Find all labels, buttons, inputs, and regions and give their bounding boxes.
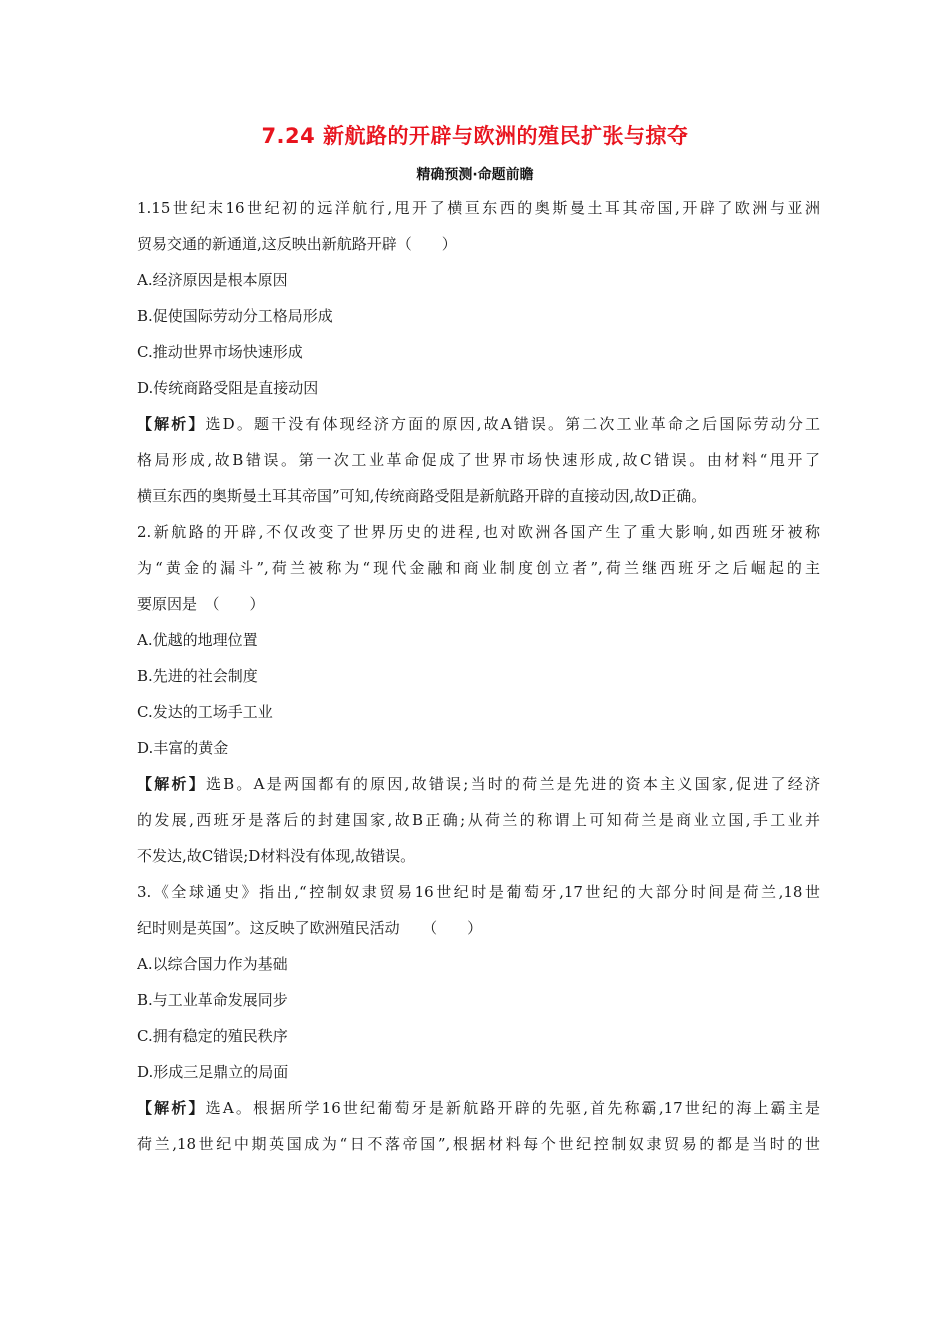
question-2-stem-line-2: 为“黄金的漏斗”,荷兰被称为“现代金融和商业制度创立者”,荷兰继西班牙之后崛起的主: [137, 559, 820, 577]
question-3-option-d: D.形成三足鼎立的局面: [137, 1063, 289, 1081]
question-2-analysis-line-3: 不发达,故C错误;D材料没有体现,故错误。: [137, 847, 416, 865]
question-1-stem-line-2: 贸易交通的新通道,这反映出新航路开辟（ ）: [137, 235, 457, 253]
question-1-stem-line-1: 1.15世纪末16世纪初的远洋航行,甩开了横亘东西的奥斯曼土耳其帝国,开辟了欧洲与亚洲: [137, 199, 820, 217]
question-1-option-c: C.推动世界市场快速形成: [137, 343, 303, 361]
question-1: [137, 190, 820, 514]
question-2-analysis-line-1: [137, 766, 820, 802]
question-3-option-a: A.以综合国力作为基础: [137, 955, 288, 973]
question-1-analysis-line-1: [137, 406, 820, 442]
question-2-stem-line-1: 2.新航路的开辟,不仅改变了世界历史的进程,也对欧洲各国产生了重大影响,如西班牙被称: [137, 523, 820, 541]
question-1-analysis-text-1: 选D。题干没有体现经济方面的原因,故A错误。第二次工业革命之后国际劳动分工: [205, 415, 820, 433]
question-3-analysis-line-2: 荷兰,18世纪中期英国成为“日不落帝国”,根据材料每个世纪控制奴隶贸易的都是当时的世: [137, 1135, 820, 1153]
question-2-stem-line-3: 要原因是 （ ）: [137, 595, 265, 613]
document-subtitle: 精确预测·命题前瞻: [416, 167, 534, 183]
question-2: [137, 514, 820, 874]
question-1-option-d: D.传统商路受阻是直接动因: [137, 379, 319, 397]
question-3: [137, 874, 820, 1162]
question-1-analysis-line-3: 横亘东西的奥斯曼土耳其帝国”可知,传统商路受阻是新航路开辟的直接动因,故D正确。: [137, 487, 707, 505]
question-2-analysis-text-1: 选B。A是两国都有的原因,故错误;当时的荷兰是先进的资本主义国家,促进了经济: [205, 775, 820, 793]
question-1-analysis-line-2: 格局形成,故B错误。第一次工业革命促成了世界市场快速形成,故C错误。由材料“甩开了: [137, 451, 820, 469]
document-title: 7.24 新航路的开辟与欧洲的殖民扩张与掠夺: [261, 124, 689, 148]
analysis-tag: 【解析】: [137, 775, 206, 793]
question-3-stem-line-1: 3.《全球通史》指出,“控制奴隶贸易16世纪时是葡萄牙,17世纪的大部分时间是荷兰,18世: [137, 883, 820, 901]
question-3-stem-line-2: 纪时则是英国”。这反映了欧洲殖民活动 （ ）: [137, 919, 483, 937]
analysis-tag: 【解析】: [137, 1099, 206, 1117]
analysis-tag: 【解析】: [137, 415, 206, 433]
question-1-option-a: A.经济原因是根本原因: [137, 271, 288, 289]
question-2-analysis-line-2: 的发展,西班牙是落后的封建国家,故B正确;从荷兰的称谓上可知荷兰是商业立国,手工业并: [137, 811, 820, 829]
question-1-option-b: B.促使国际劳动分工格局形成: [137, 307, 333, 325]
question-2-option-c: C.发达的工场手工业: [137, 703, 273, 721]
question-2-option-b: B.先进的社会制度: [137, 667, 258, 685]
question-3-analysis-line-1: [137, 1090, 820, 1126]
question-3-analysis-text-1: 选A。根据所学16世纪葡萄牙是新航路开辟的先驱,首先称霸,17世纪的海上霸主是: [205, 1099, 820, 1117]
question-3-option-c: C.拥有稳定的殖民秩序: [137, 1027, 288, 1045]
question-2-option-a: A.优越的地理位置: [137, 631, 258, 649]
document-content: [137, 190, 820, 1162]
question-3-option-b: B.与工业革命发展同步: [137, 991, 288, 1009]
question-2-option-d: D.丰富的黄金: [137, 739, 229, 757]
